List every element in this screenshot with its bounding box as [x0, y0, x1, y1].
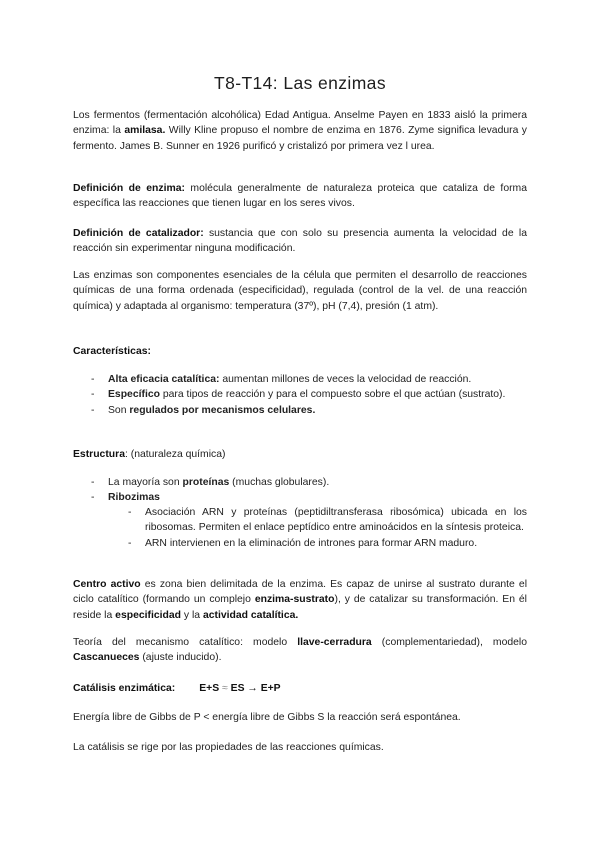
- list-item: - Ribozimas: [91, 492, 160, 504]
- catalysis-label: Catálisis enzimática:: [73, 683, 176, 694]
- structure-heading: Estructura: (naturaleza química): [73, 449, 226, 460]
- catalyst-definition-text: sustancia que con solo su presencia aumenta la velocidad de la reacción sin experimentar ninguna modificación.: [73, 228, 527, 255]
- amilasa-term: amilasa.: [124, 125, 166, 137]
- equilibrium-symbol: ≈: [222, 683, 228, 694]
- characteristics-heading: Características:: [73, 346, 151, 357]
- intro-paragraph: [73, 108, 527, 154]
- arrow-symbol: →: [247, 683, 258, 694]
- list-item: - Alta eficacia catalítica: aumentan millones de veces la velocidad de reacción.: [91, 374, 472, 385]
- page-title: T8-T14: Las enzimas: [214, 73, 386, 93]
- list-item: - Son regulados por mecanismos celulares.: [91, 404, 316, 416]
- theory-paragraph: Teoría del mecanismo catalítico: modelo llave-cerradura (complementariedad), modelo Cascanueces (ajuste inducido).: [73, 637, 528, 664]
- list-item: - ARN intervienen en la eliminación de intrones para formar ARN maduro.: [128, 537, 478, 549]
- list-item: - Asociación ARN y proteínas (peptidiltransferasa ribosómica) ubicada en los ribosomas. Permiten el enlace peptídico entre aminoácidos en la síntesis proteica.: [128, 507, 527, 534]
- ribozimas-sublist: [128, 505, 527, 551]
- catalyst-definition: [73, 226, 527, 257]
- intro-text-continued: Willy Kline propuso el nombre de enzima en 1876. Zyme significa levadura y fermento. James B. Sunner en 1926 purificó y cristalizó por primera vez l urea.: [73, 125, 527, 152]
- components-paragraph: Las enzimas son componentes esenciales de la célula que permiten el desarrollo de reacciones químicas de una forma ordenada (especificidad), regulada (control de la vel. de una reacción química) y adaptada al organismo: temperatura (37º), pH (7,4), presión (1 atm).: [73, 270, 527, 312]
- structure-list: [91, 475, 527, 506]
- final-paragraph: La catálisis se rige por las propiedades de las reacciones químicas.: [73, 742, 384, 753]
- characteristics-list: [91, 372, 527, 418]
- enzyme-definition-text: molécula generalmente de naturaleza proteica que cataliza de forma específica las reacciones que tienen lugar en los seres vivos.: [73, 183, 527, 210]
- list-item: - La mayoría son proteínas (muchas globulares).: [91, 477, 330, 488]
- intro-text: Los fermentos (fermentación alcohólica) Edad Antigua. Anselme Payen en 1833 aisló la primera enzima: la: [73, 110, 527, 137]
- gibbs-paragraph: Energía libre de Gibbs de P < energía libre de Gibbs S la reacción será espontánea.: [73, 712, 461, 723]
- list-item: - Específico para tipos de reacción y para el compuesto sobre el que actúan (sustrato).: [91, 389, 506, 401]
- active-center-paragraph: Centro activo es zona bien delimitada de la enzima. Es capaz de unirse al sustrato durante el ciclo catalítico (formando un complejo enzima-sustrato), y de catalizar su transformación. En él reside la especificidad y la actividad catalítica.: [73, 579, 527, 621]
- enzyme-definition: [73, 181, 527, 212]
- catalyst-definition-label: Definición de catalizador:: [73, 228, 204, 239]
- enzyme-definition-label: Definición de enzima:: [73, 183, 185, 194]
- catalysis-equation: Catálisis enzimática: E+S ≈ ES → E+P: [73, 683, 281, 694]
